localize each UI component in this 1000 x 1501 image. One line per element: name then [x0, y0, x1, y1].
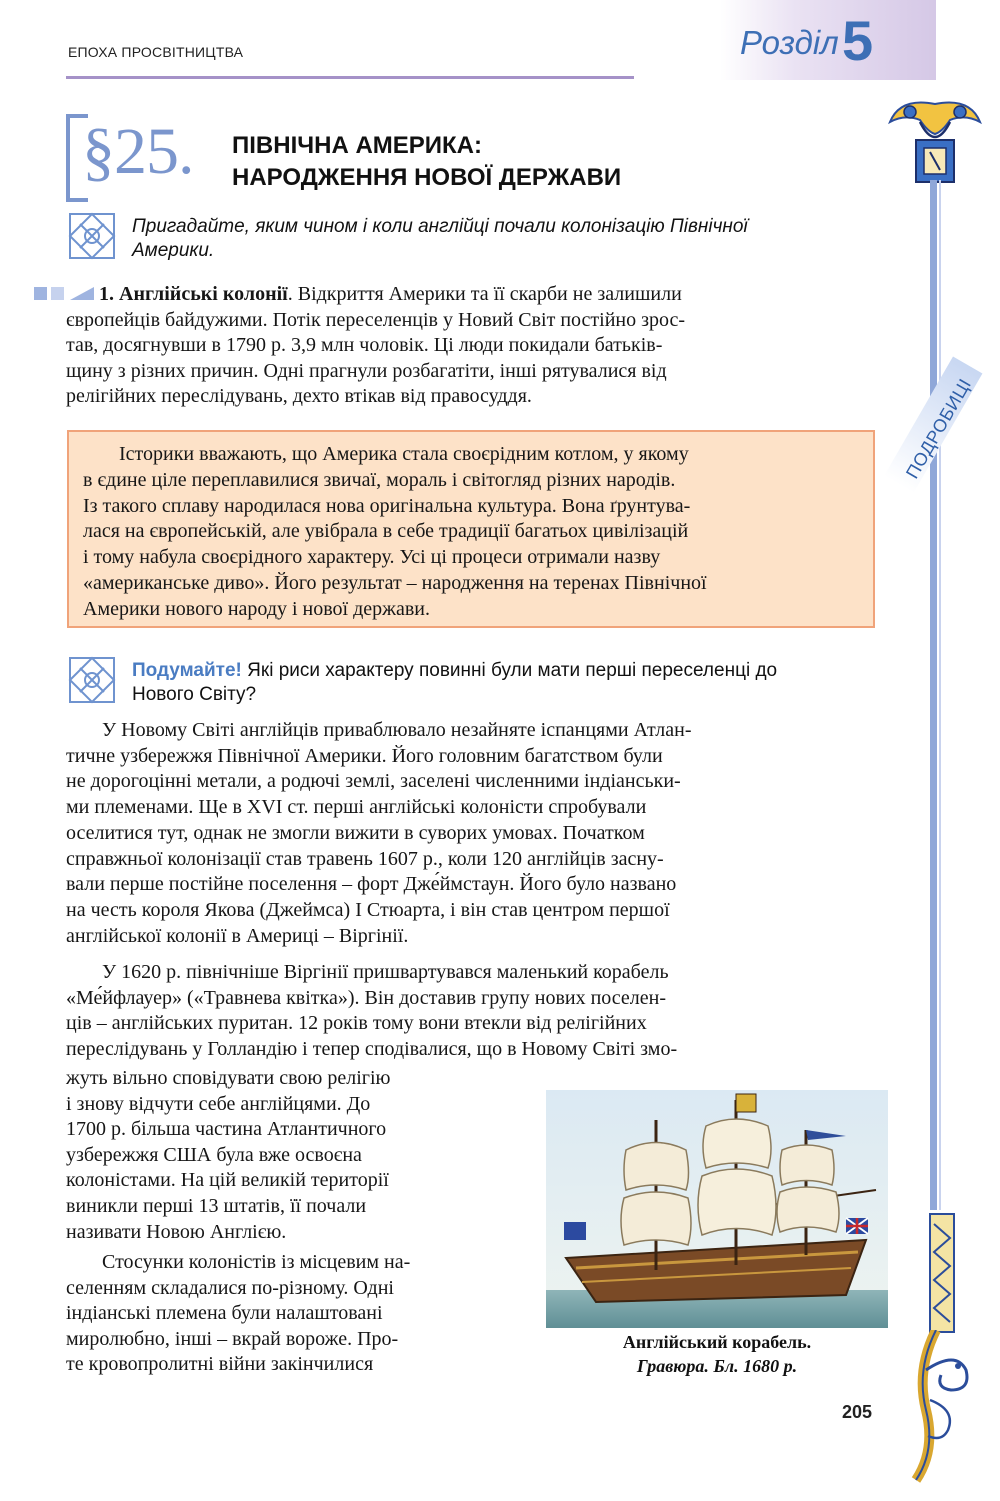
figure-caption-line2: Гравюра. Бл. 1680 р. — [636, 1356, 798, 1376]
think-label: Подумайте! — [132, 660, 242, 681]
running-header: ЕПОХА ПРОСВІТНИЦТВА — [68, 44, 244, 60]
think-line2: Нового Світу? — [132, 684, 257, 705]
para3-narrow-line: колоністами. На цій великій території — [66, 1169, 389, 1192]
paragraph-4-narrow — [66, 1250, 520, 1378]
para4-narrow-line: селенням складалися по-різному. Одні — [66, 1276, 394, 1299]
details-line: в єдине ціле переплавилися звичаї, мораль і світогляд різних народів. — [83, 468, 676, 491]
para2-line: англійської колонії в Америці – Віргінії. — [66, 924, 409, 947]
paragraph-3-narrow — [66, 1066, 520, 1245]
para3-line: «Ме́йфлауер» («Травнева квітка»). Він доставив групу нових поселен- — [66, 986, 667, 1009]
figure-caption — [546, 1330, 888, 1378]
part1-line: релігійних переслідувань, дехто втікав від правосуддя. — [66, 385, 532, 407]
details-line: і тому набула своєрідного характеру. Усі ці процеси отримали назву — [83, 546, 661, 569]
details-line: лася на європейській, але увібрала в себе традиції багатьох цивілізацій — [83, 520, 689, 543]
para4-narrow-line: індіанські племена були налаштовані — [66, 1302, 383, 1325]
para2-line: на честь короля Якова (Джеймса) І Стюарта, і він став центром першої — [66, 898, 670, 921]
details-side-label: ПОДРОБИЦІ — [902, 375, 976, 482]
details-line: Із такого сплаву народилася нова оригінальна культура. Вона ґрунтува- — [83, 494, 691, 517]
part1-line: щину з різних причин. Одні прагнули розбагатіти, інші рятувалися від — [66, 359, 667, 382]
part1-heading: 1. Англійські колонії — [99, 283, 288, 305]
celtic-knot-icon — [68, 656, 116, 704]
details-line: «американське диво». Його результат – народження на теренах Північної — [83, 571, 707, 594]
details-box — [67, 430, 875, 628]
chapter-label: Розділ — [740, 24, 839, 61]
think-prompt — [132, 659, 892, 707]
page-number: 205 — [842, 1402, 873, 1422]
part1-line: тав, досягнувши в 1790 р. 3,9 млн чоловік. Ці люди покидали батьків- — [66, 334, 663, 356]
para4-narrow-line: те кровопролитні війни закінчилися — [66, 1353, 374, 1376]
para2-line: оселитися тут, однак не змогли вижити в суворих умовах. Початком — [66, 821, 645, 844]
para3-narrow-line: 1700 р. більша частина Атлантичного — [66, 1118, 387, 1141]
celtic-panel-icon — [912, 1210, 972, 1340]
para3-line: ців – англійських пуритан. 12 років тому вони втекли від релігійних — [66, 1012, 647, 1035]
para3-narrow-line: жуть вільно сповідувати свою релігію — [66, 1067, 391, 1089]
part1-line: європейців байдужими. Потік переселенців у Новий Світ постійно зрос- — [66, 308, 686, 331]
figure-caption-line1: Англійський корабель. — [622, 1332, 812, 1352]
recall-line1: Пригадайте, яким чином і коли англійці почали колонізацію Північної — [132, 216, 748, 237]
para3-narrow-line: і знову відчути себе англійцями. До — [66, 1092, 371, 1115]
para3-line: переслідувань у Голландію і тепер сподівалися, що в Новому Світі змо- — [66, 1038, 678, 1061]
section-title-line1: ПІВНІЧНА АМЕРИКА: — [232, 132, 483, 159]
section-title — [232, 130, 621, 194]
para2-line: У Новому Світі англійців приваблювало незайняте іспанцями Атлан- — [102, 719, 692, 741]
bullet-square-light — [51, 287, 64, 300]
para2-line: ми племенами. Ще в XVI ст. перші англійські колоністи спробували — [66, 796, 647, 819]
para3-line: У 1620 р. північніше Віргінії пришвартувався маленький корабель — [102, 961, 669, 983]
recall-line2: Америки. — [132, 240, 215, 261]
dragon-ornament-icon — [896, 1330, 986, 1490]
ornament-rail — [930, 180, 937, 1210]
details-text — [83, 442, 857, 623]
section-number: §25. — [82, 115, 194, 188]
para3-narrow-line: узбережжя США була вже освоєна — [66, 1143, 362, 1166]
think-line1: Які риси характеру повинні були мати перші переселенці до — [241, 660, 778, 681]
para2-line: тичне узбережжя Північної Америки. Його головним багатством були — [66, 744, 663, 767]
ship-engraving-image — [546, 1090, 888, 1328]
part1-paragraph — [66, 282, 890, 410]
para4-narrow-line: миролюбно, інші – вкрай вороже. Про- — [66, 1327, 399, 1350]
paragraph-3 — [66, 960, 890, 1063]
details-line: Америки нового народу і нової держави. — [83, 597, 431, 620]
para2-line: вали перше постійне поселення – форт Дже́ймстаун. Його було названо — [66, 873, 677, 896]
bullet-square — [34, 287, 47, 300]
para4-narrow-line: Стосунки колоністів із місцевим на- — [102, 1251, 411, 1273]
celtic-knot-icon — [68, 212, 116, 260]
paragraph-2 — [66, 718, 890, 949]
para2-line: справжньої колонізації став травень 1607 р., коли 120 англійців засну- — [66, 847, 664, 870]
details-line: Історики вважають, що Америка стала своєрідним котлом, у якому — [119, 443, 689, 465]
celtic-ornament-top-icon — [880, 92, 990, 187]
header-rule — [66, 76, 634, 79]
para3-narrow-line: виникли перші 13 штатів, її почали — [66, 1194, 367, 1217]
section-title-line2: НАРОДЖЕННЯ НОВОЇ ДЕРЖАВИ — [232, 164, 622, 191]
para3-narrow-line: називати Новою Англією. — [66, 1220, 287, 1243]
recall-prompt — [132, 215, 892, 263]
ornament-rail-light — [939, 180, 941, 1210]
part1-line: . Відкриття Америки та її скарби не залишили — [287, 283, 682, 305]
chapter-number: 5 — [842, 9, 874, 72]
para2-line: не дорогоцінні метали, а родючі землі, заселені численними індіанськи- — [66, 770, 681, 793]
